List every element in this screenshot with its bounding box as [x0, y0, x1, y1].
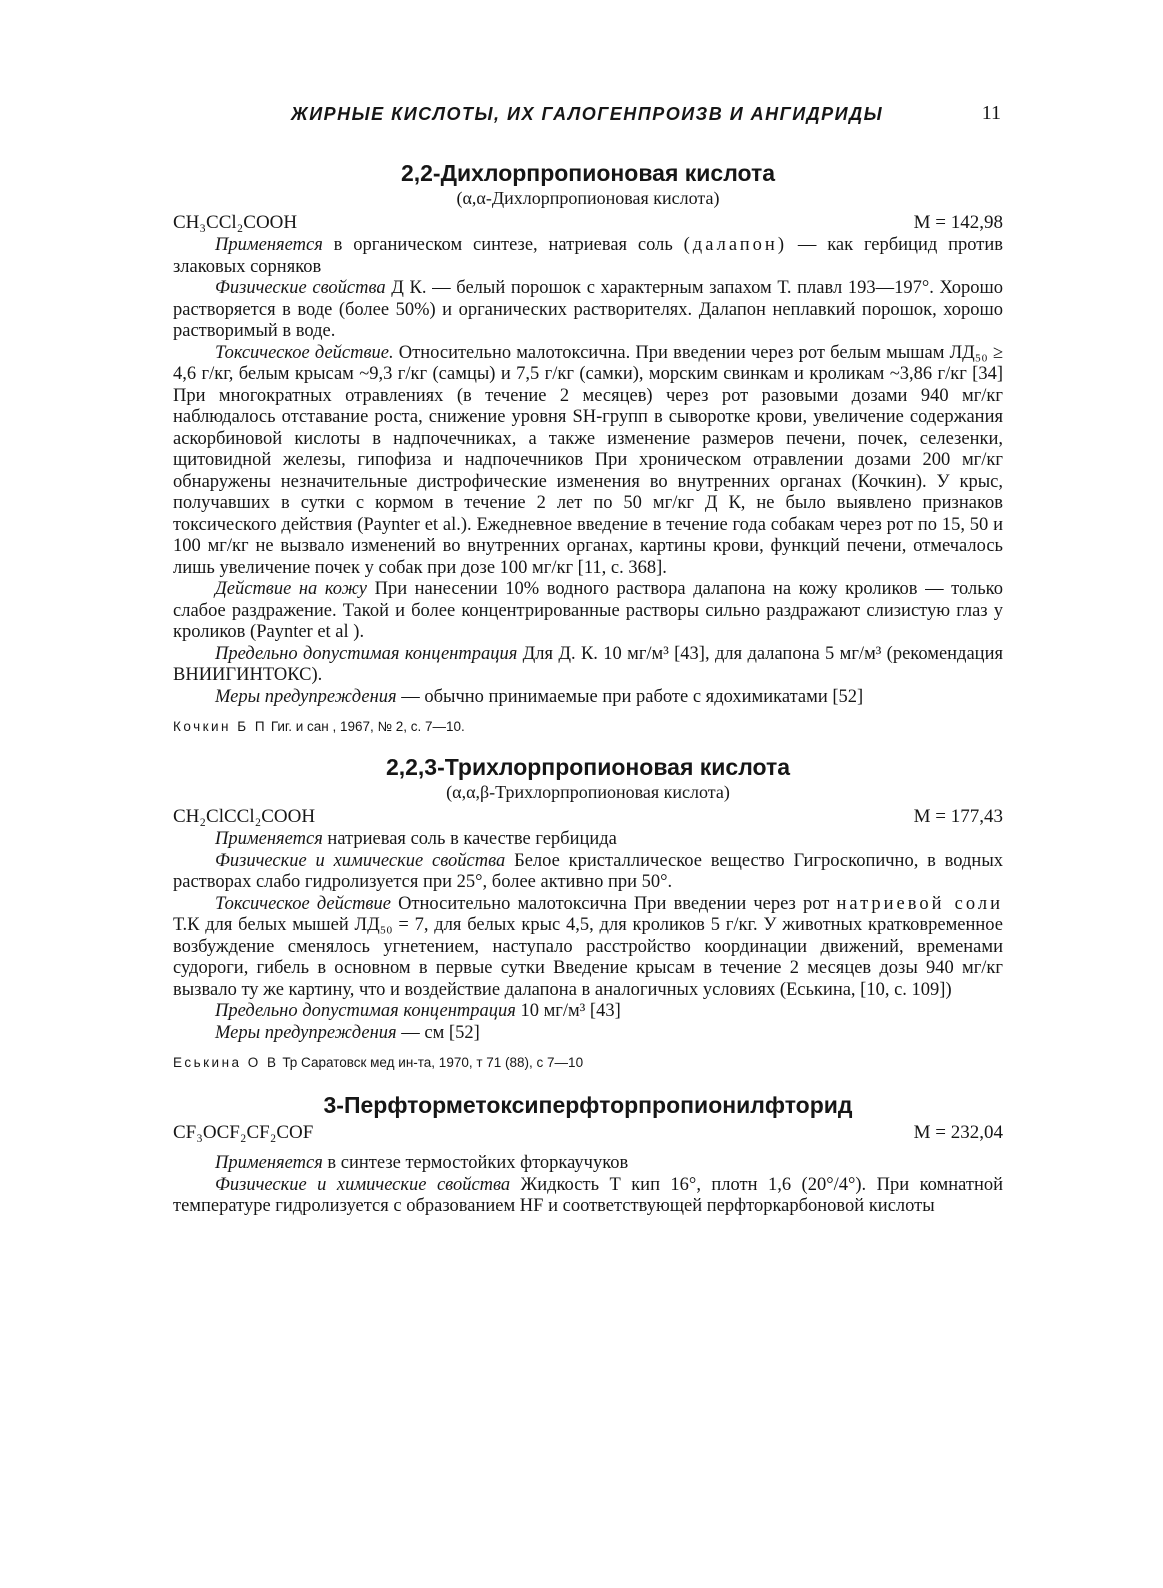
- paragraph-text: При нанесении 10% водного раствора далапона на кожу кроликов — только слабое раздражение. Такой и более концентрированные растворы сильно раздражают слизистую глаз у кроликов (Paynter et al ).: [173, 579, 1003, 642]
- paragraph-text: в синтезе термостойких фторкаучуков: [322, 1153, 629, 1173]
- paragraph-text: Д К. — белый порошок с характерным запахом Т. плавл 193—197°. Хорошо растворяется в воде (более 50%) и органических растворителях. Далапон неплавкий порошок, хорошо растворимый в воде.: [173, 278, 1003, 341]
- paragraph-application: [173, 1153, 1003, 1175]
- paragraph-physical: [173, 278, 1003, 343]
- reference-source: Тр Саратовск мед ин-та, 1970, т 71 (88), с 7—10: [278, 1055, 584, 1070]
- formula-row: [173, 211, 1003, 235]
- chemical-formula: CH₃CCl₂COOH: [173, 212, 298, 233]
- paragraph-text: — см [52]: [396, 1022, 480, 1043]
- compound-heading: 2,2,3-Трихлорпропионовая кислота: [385, 754, 791, 780]
- running-title: ЖИРНЫЕ КИСЛОТЫ, ИХ ГАЛОГЕНПРОИЗВ И АНГИДРИДЫ: [291, 104, 884, 124]
- paragraph-text: Т.К для белых мышей ЛД₅₀ = 7, для белых крыс 4,5, для кроликов 5 г/кг. У животных кратковременное возбуждение сменялось угнетением, наступало расстройство координации движений, временами судороги, гибель в основном в первые сутки Введение крысам в течение 2 месяцев дозы 940 мг/кг вызвало ту же картину, что и воздействие далапона в аналогичных условиях (Еськина, [10, с. 109]): [173, 915, 1003, 1000]
- compound-heading: 3-Перфторметоксиперфторпропионилфторид: [323, 1092, 853, 1118]
- chemical-formula: CH₂ClCCl₂COOH: [173, 806, 316, 827]
- molar-mass: M = 177,43: [913, 806, 1003, 827]
- running-header: [173, 100, 1003, 134]
- paragraph-toxicity: [173, 343, 1003, 580]
- paragraph-text: Белое кристаллическое вещество Гигроскопично, в водных растворах слабо гидролизуется при 25°, более активно при 50°.: [173, 850, 1003, 892]
- paragraph-text: — как гербицид против злаковых сорняков: [173, 235, 1003, 277]
- spaced-term: (далапон): [683, 235, 787, 255]
- paragraph-label: Применяется: [215, 1153, 323, 1173]
- paragraph-label: Меры предупреждения: [215, 1022, 397, 1043]
- paragraph-label: Применяется: [215, 829, 323, 849]
- paragraph-label: Токсическое действие: [215, 893, 391, 914]
- reference: [173, 1054, 1003, 1072]
- paragraph-text: Относительно малотоксична При введении через рот: [390, 893, 830, 914]
- compound-section: [173, 160, 1003, 736]
- paragraph-precautions: [173, 687, 1003, 709]
- paragraph-toxicity: [173, 894, 1003, 1002]
- paragraph-limit: [173, 1001, 1003, 1023]
- reference-source: Гиг. и сан , 1967, № 2, с. 7—10.: [267, 719, 465, 734]
- paragraph-label: Физические свойства: [215, 278, 386, 298]
- paragraph-label: Токсическое действие.: [215, 342, 394, 363]
- chemical-formula: CF₃OCF₂CF₂COF: [173, 1122, 314, 1143]
- paragraph-text: — обычно принимаемые при работе с ядохимикатами [52]: [396, 686, 864, 707]
- compound-section: [173, 754, 1003, 1072]
- paragraph-text: Жидкость Т кип 16°, плотн 1,6 (20°/4°). При комнатной температуре гидролизуется с образованием HF и соответствующей перфторкарбоновой кислоты: [173, 1174, 1003, 1216]
- paragraph-label: Меры предупреждения: [215, 686, 397, 707]
- page: [173, 100, 1003, 1218]
- reference: [173, 718, 1003, 736]
- paragraph-physical: [173, 851, 1003, 894]
- formula-row: [173, 1121, 1003, 1145]
- compound-synonym: (α,α,β-Трихлорпропионовая кислота): [446, 782, 730, 802]
- molar-mass: M = 142,98: [913, 212, 1003, 233]
- compound-heading: 2,2-Дихлорпропионовая кислота: [400, 160, 776, 186]
- paragraph-text: Относительно малотоксична. При введении через рот белым мышам ЛД₅₀ ≥ 4,6 г/кг, белым крысам ~9,3 г/кг (самцы) и 7,5 г/кг (самки), морским свинкам и кроликам ~3,86 г/кг [34] При многократных отравлениях (в течение 2 месяцев) через рот разовыми дозами 940 мг/кг наблюдалось отставание роста, снижение уровня SH-групп в сыворотке крови, увеличение содержания аскорбиновой кислоты в надпочечниках, а также изменение размеров печени, почек, селезенки, щитовидной железы, гипофиза и надпочечников При хроническом отравлении дозами 200 мг/кг обнаружены незначительные дистрофические изменения во внутренних органах (Кочкин). У крыс, получавших в сутки с кормом в течение 2 лет по 50 мг/кг Д К, не было выявлено признаков токсического действия (Paynter et al.). Ежедневное введение в течение года собакам через рот по 15, 50 и 100 мг/кг не вызвало изменений во внутренних органах, картины крови, функций печени, отмечалось лишь увеличение почек у собак при дозе 100 мг/кг [11, с. 368].: [173, 342, 1004, 578]
- spaced-term: натриевой соли: [836, 893, 1003, 914]
- page-number: 11: [981, 102, 1001, 124]
- paragraph-label: Применяется: [215, 235, 323, 255]
- paragraph-limit: [173, 644, 1003, 687]
- compound-synonym: (α,α-Дихлорпропионовая кислота): [456, 188, 720, 208]
- reference-author: Еськина О В: [173, 1055, 279, 1070]
- paragraph-application: [173, 829, 1003, 851]
- paragraph-label: Физические и химические свойства: [215, 850, 506, 871]
- formula-row: [173, 805, 1003, 829]
- reference-author: Кочкин Б П: [173, 719, 268, 734]
- paragraph-text: в органическом синтезе, натриевая соль: [322, 235, 673, 255]
- paragraph-text: 10 мг/м³ [43]: [515, 1001, 621, 1021]
- paragraph-text: Для Д. К. 10 мг/м³ [43], для далапона 5 мг/м³ (рекомендация ВНИИГИНТОКС).: [173, 643, 1003, 685]
- paragraph-text: натриевая соль в качестве гербицида: [322, 829, 617, 849]
- paragraph-application: [173, 235, 1003, 278]
- paragraph-skin: [173, 579, 1003, 644]
- compound-section: [173, 1092, 1003, 1218]
- paragraph-precautions: [173, 1023, 1003, 1045]
- paragraph-label: Предельно допустимая концентрация: [215, 1001, 516, 1021]
- paragraph-label: Физические и химические свойства: [215, 1174, 511, 1195]
- paragraph-label: Предельно допустимая концентрация: [215, 643, 518, 664]
- molar-mass: M = 232,04: [913, 1122, 1003, 1143]
- paragraph-label: Действие на кожу: [215, 579, 368, 599]
- paragraph-physical: [173, 1175, 1003, 1218]
